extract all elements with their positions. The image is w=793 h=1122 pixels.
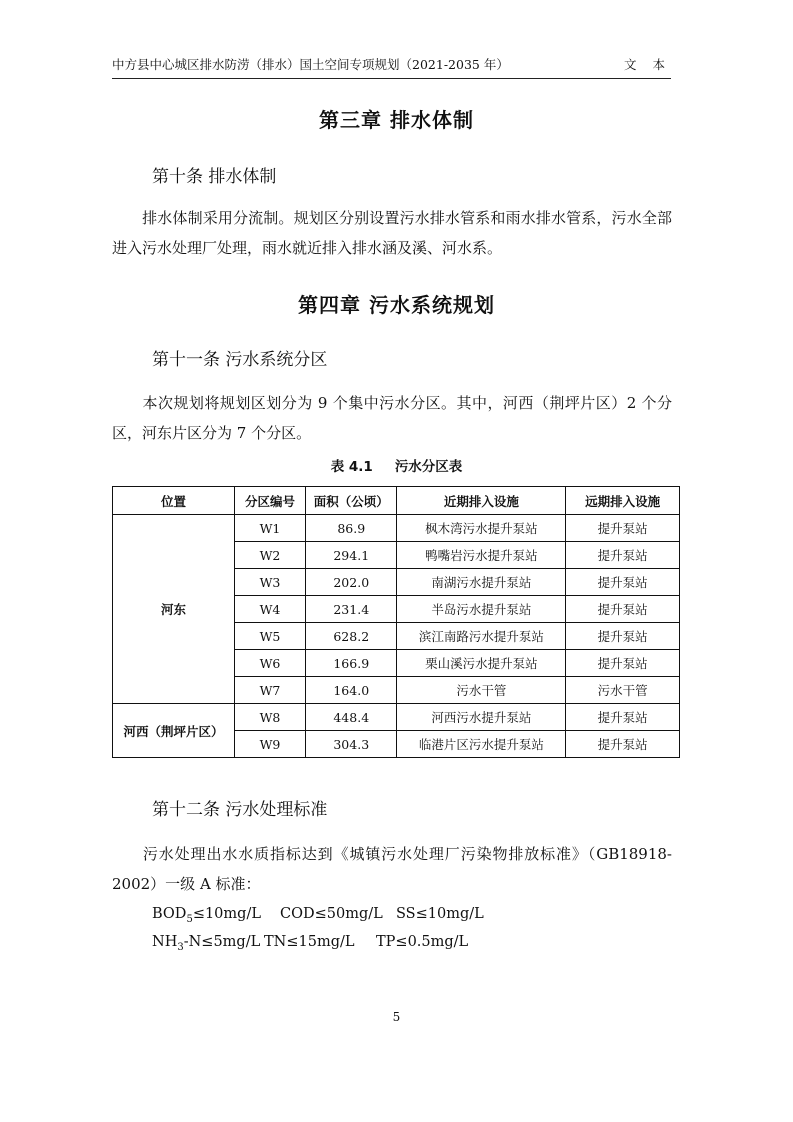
area-cell: 166.9 (306, 650, 397, 677)
article-10-title: 第十条 排水体制 (152, 167, 277, 187)
header-zone-id: 分区编号 (234, 487, 305, 515)
standards-line-1 (152, 902, 484, 932)
table-title: 污水分区表 (394, 459, 463, 475)
ss-standard: SS≤10mg/L (396, 906, 484, 922)
article-12-title: 第十二条 污水处理标准 (152, 800, 328, 820)
near-term-cell: 污水干管 (397, 677, 566, 704)
long-term-cell: 提升泵站 (566, 650, 680, 677)
standards-line-2 (152, 930, 468, 960)
article-10-body (112, 203, 672, 263)
zone-id-cell: W4 (234, 596, 305, 623)
header-label: 文 本 (624, 57, 671, 72)
area-cell: 448.4 (306, 704, 397, 731)
location-cell: 河西（荆坪片区） (113, 704, 235, 758)
header-location: 位置 (113, 487, 235, 515)
area-cell: 304.3 (306, 731, 397, 758)
zone-id-cell: W5 (234, 623, 305, 650)
page-number: 5 (392, 1010, 401, 1024)
location-cell: 河东 (113, 515, 235, 704)
chapter-3-title: 第三章 排水体制 (319, 108, 474, 132)
near-term-cell: 半岛污水提升泵站 (397, 596, 566, 623)
sewage-zone-table (112, 486, 680, 758)
zone-id-cell: W8 (234, 704, 305, 731)
article-12-body (112, 839, 672, 899)
long-term-cell: 提升泵站 (566, 596, 680, 623)
tp-standard: TP≤0.5mg/L (376, 934, 469, 950)
long-term-cell: 提升泵站 (566, 542, 680, 569)
long-term-cell: 提升泵站 (566, 731, 680, 758)
table-number: 表 4.1 (330, 459, 373, 475)
long-term-cell: 提升泵站 (566, 704, 680, 731)
chapter-4-title: 第四章 污水系统规划 (298, 293, 495, 317)
nh3n-standard: $NH_3-N\le 5mg/L$ (152, 934, 261, 953)
page-header (112, 56, 671, 79)
area-cell: 164.0 (306, 677, 397, 704)
zone-id-cell: W6 (234, 650, 305, 677)
long-term-cell: 提升泵站 (566, 623, 680, 650)
zone-id-cell: W3 (234, 569, 305, 596)
near-term-cell: 鸭嘴岩污水提升泵站 (397, 542, 566, 569)
near-term-cell: 临港片区污水提升泵站 (397, 731, 566, 758)
article-11-body (112, 388, 672, 448)
area-cell: 231.4 (306, 596, 397, 623)
table-row (113, 515, 680, 542)
near-term-cell: 枫木湾污水提升泵站 (397, 515, 566, 542)
near-term-cell: 河西污水提升泵站 (397, 704, 566, 731)
article-10-text: 排水体制采用分流制。规划区分别设置污水排水管系和雨水排水管系，污水全部进入污水处理厂处理，雨水就近排入排水涵及溪、河水系。 (112, 209, 672, 257)
area-cell: 202.0 (306, 569, 397, 596)
zone-id-cell: W2 (234, 542, 305, 569)
header-near-term: 近期排入设施 (397, 487, 566, 515)
table-header-row (113, 487, 680, 515)
table-row (113, 704, 680, 731)
table-caption (0, 455, 793, 475)
area-cell: 628.2 (306, 623, 397, 650)
long-term-cell: 提升泵站 (566, 569, 680, 596)
zone-id-cell: W9 (234, 731, 305, 758)
area-cell: 294.1 (306, 542, 397, 569)
article-11-title: 第十一条 污水系统分区 (152, 350, 328, 370)
bod-standard: $BOD_5\le 10mg/L$ (152, 906, 261, 925)
area-cell: 86.9 (306, 515, 397, 542)
near-term-cell: 南湖污水提升泵站 (397, 569, 566, 596)
near-term-cell: 栗山溪污水提升泵站 (397, 650, 566, 677)
header-area: 面积（公顷） (306, 487, 397, 515)
long-term-cell: 提升泵站 (566, 515, 680, 542)
cod-standard: COD≤50mg/L (280, 906, 383, 922)
zone-id-cell: W1 (234, 515, 305, 542)
header-long-term: 远期排入设施 (566, 487, 680, 515)
article-12-text: 污水处理出水水质指标达到《城镇污水处理厂污染物排放标准》（GB18918-2002）一级 A 标准： (112, 845, 672, 893)
zone-id-cell: W7 (234, 677, 305, 704)
document-title: 中方县中心城区排水防涝（排水）国土空间专项规划（2021-2035 年） (112, 57, 509, 72)
long-term-cell: 污水干管 (566, 677, 680, 704)
near-term-cell: 滨江南路污水提升泵站 (397, 623, 566, 650)
tn-standard: TN≤15mg/L (264, 934, 355, 950)
article-11-text: 本次规划将规划区划分为 9 个集中污水分区。其中，河西（荆坪片区）2 个分区，河东片区分为 7 个分区。 (112, 394, 672, 442)
